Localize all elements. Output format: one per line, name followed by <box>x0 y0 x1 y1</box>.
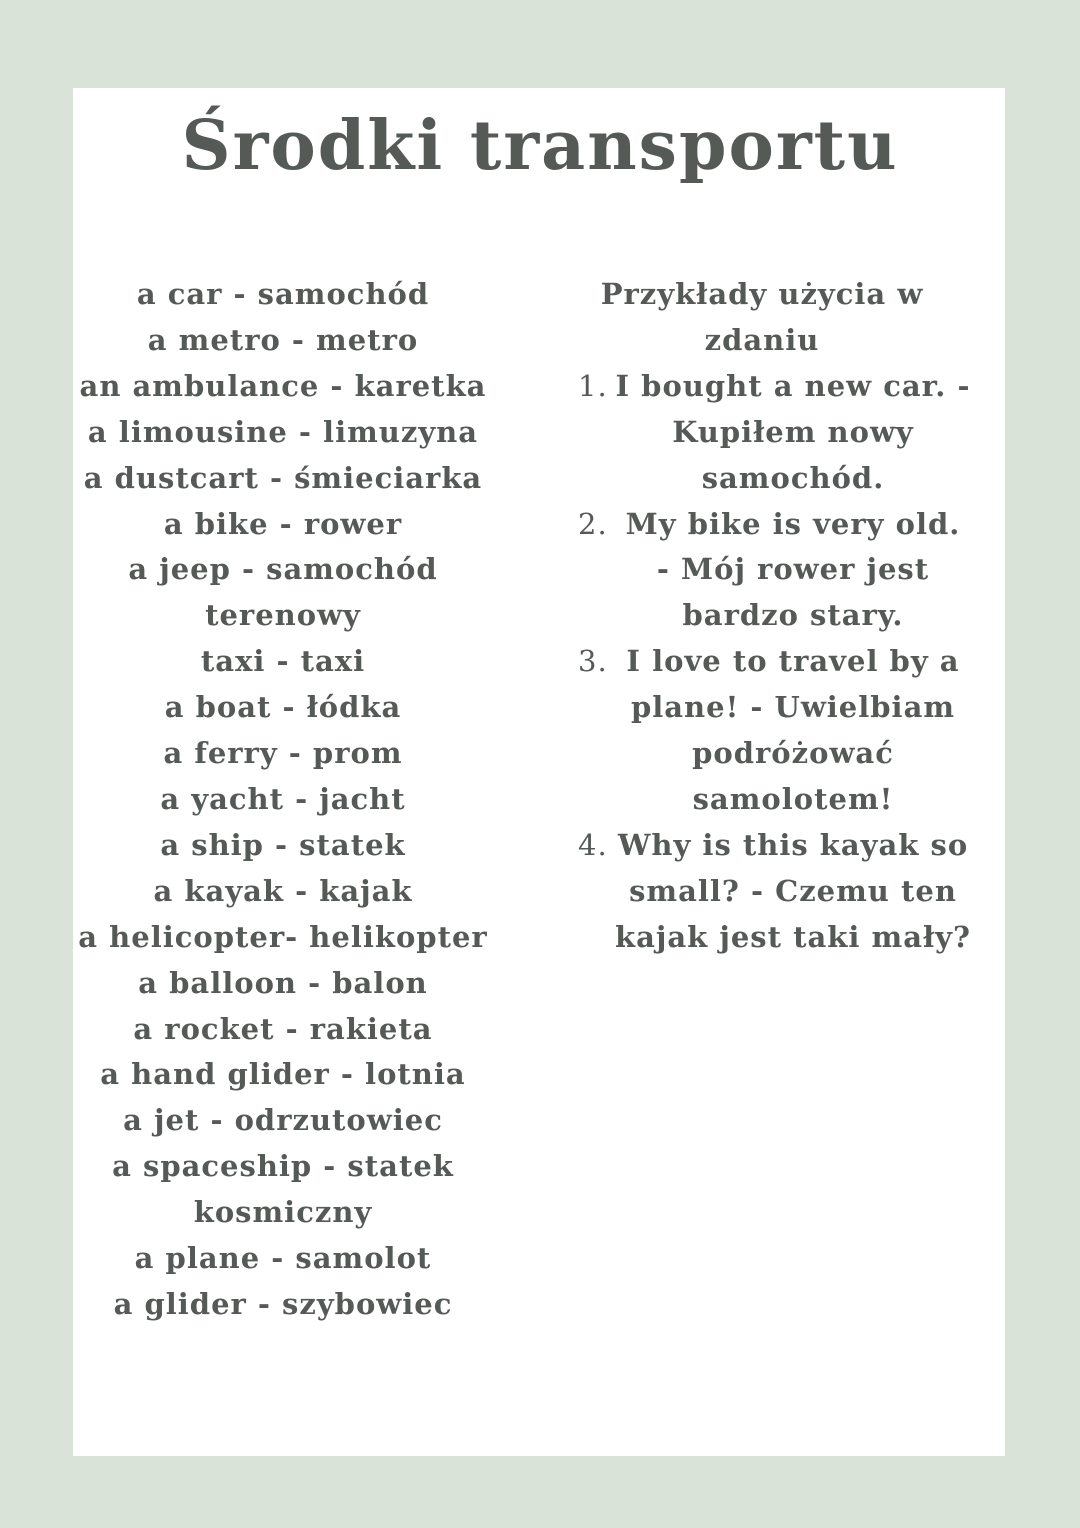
vocab-line: a spaceship - statek <box>112 1149 454 1184</box>
example-item <box>572 364 972 502</box>
vocab-line: a limousine - limuzyna <box>87 414 479 449</box>
vocab-line: a bike - rower <box>163 506 403 541</box>
vocabulary-list <box>70 272 496 1328</box>
vocab-line: a rocket - rakieta <box>133 1011 433 1046</box>
vocab-line: a boat - łódka <box>164 690 402 725</box>
vocab-line: a car - samochód <box>136 277 430 311</box>
vocab-line: a balloon - balon <box>138 965 428 1000</box>
vocab-line: a kayak - kajak <box>153 873 413 908</box>
example-item <box>572 502 972 640</box>
example-number: 1. <box>578 368 608 403</box>
example-item <box>572 823 972 961</box>
example-number: 2. <box>578 506 608 541</box>
vocab-line: a ferry - prom <box>163 736 403 771</box>
vocab-line: kosmiczny <box>193 1195 373 1230</box>
vocab-line: an ambulance - karetka <box>79 368 487 403</box>
vocab-line: terenowy <box>205 598 361 633</box>
vocab-line: a hand glider - lotnia <box>100 1057 466 1092</box>
example-item <box>572 639 972 823</box>
vocab-line: a glider - szybowiec <box>113 1286 453 1321</box>
example-line: bardzo stary. <box>682 598 904 633</box>
example-line: Kupiłem nowy <box>672 414 914 449</box>
vocab-line: a jet - odrzutowiec <box>123 1103 443 1138</box>
vocab-line: a ship - statek <box>160 827 406 862</box>
example-line: podróżować <box>692 736 894 771</box>
vocab-line: a jeep - samochód <box>128 552 438 587</box>
vocab-line: a dustcart - śmieciarka <box>83 460 483 495</box>
example-line: - Mój rower jest <box>656 552 930 587</box>
example-line: My bike is very old. <box>625 506 961 541</box>
vocab-line: a plane - samolot <box>134 1241 432 1276</box>
vocab-line: a helicopter- helikopter <box>78 919 488 954</box>
example-number: 4. <box>578 827 608 862</box>
examples-heading: Przykłady użycia w <box>600 277 924 311</box>
example-line: small? - Czemu ten <box>629 873 957 908</box>
vocab-line: a metro - metro <box>147 322 419 357</box>
example-number: 3. <box>578 644 608 679</box>
examples-section <box>572 272 972 961</box>
example-line: I love to travel by a <box>626 644 960 679</box>
example-line: I bought a new car. - <box>615 368 971 403</box>
examples-heading: zdaniu <box>704 322 820 357</box>
vocab-line: taxi - taxi <box>200 644 366 679</box>
example-line: samolotem! <box>692 781 894 816</box>
example-line: kajak jest taki mały? <box>615 919 971 954</box>
vocab-line: a yacht - jacht <box>160 781 406 816</box>
example-line: plane! - Uwielbiam <box>630 690 956 725</box>
example-line: Why is this kayak so <box>617 827 969 862</box>
page-title: Środki transportu <box>181 106 899 186</box>
example-line: samochód. <box>701 460 885 495</box>
